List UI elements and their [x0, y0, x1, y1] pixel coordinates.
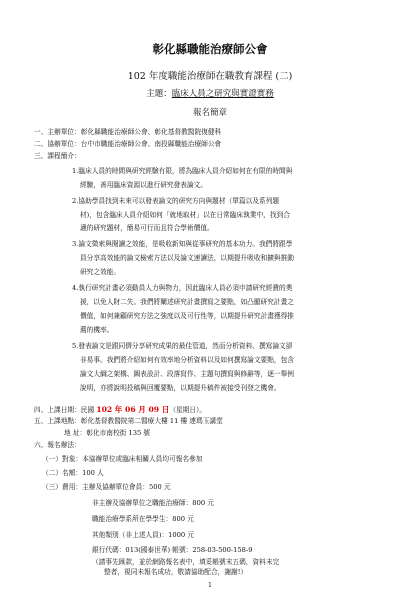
intro-line: 價值，如何兼顧研究方法之強度以及可行性等，以期提升研究計畫獲得推	[80, 312, 294, 320]
fee-line: 職能治療學系所在學學生：800 元	[92, 515, 194, 523]
doc-subtitle: 102 年度職能治療師在職教育課程 (二)	[127, 71, 293, 82]
intro-heading: 三、課程簡介：	[34, 152, 81, 160]
intro-line: 適的研究題材，簡易可行而且符合學術價值。	[80, 224, 214, 232]
intro-line: 5.發表論文是跟同儕分享研究成果的最佳管道，然而分析資料、撰寫論文卻	[72, 342, 293, 350]
intro-line: 薦的機率。	[80, 326, 114, 334]
fee-line: 非主辦及協辦單位之職能治療師：800 元	[92, 499, 214, 507]
intro-line: 材)，包含臨床人員介紹如何「就地取材」以在日常臨床執業中，找到合	[80, 211, 290, 219]
intro-line: 研究之效能。	[80, 268, 121, 276]
intro-line: 3.論文徵索與閱讀之效能，是吸收新知與從事研究的基本功力。我們將跟學	[72, 240, 293, 248]
intro-line: 援，以免人財二失。我們將闡述研究計畫撰寫之要點，如凸顯研究計畫之	[80, 298, 294, 306]
theme-text: 臨床人員之研究與實證實務	[171, 89, 274, 99]
intro-line: 非易事。我們將介紹如何有效率地分析資料以及如何撰寫論文要點，包含	[80, 356, 294, 364]
reg-line: （一）對象：本協辦單位或臨床相關人員均可報名參加	[42, 455, 203, 463]
theme-prefix: 主題：	[146, 89, 172, 99]
fee-line: 其他類別（非上述人員)：1000 元	[92, 531, 195, 539]
reg-line: （三）費用：主辦及協辦單位會員：500 元	[42, 483, 171, 491]
registration-heading: 六、報名辦法：	[34, 441, 81, 449]
co-organizer-line: 二、協辦單位：台中市職能治療師公會、南投縣職能治療師公會	[34, 140, 222, 148]
course-date-line	[34, 404, 206, 416]
intro-line: 4.執行研究計畫必須動員人力與物力，因此臨床人員必須申請研究經費的奧	[72, 284, 293, 292]
organizer-line: 一、主辦單位：彰化縣職能治療師公會、彰化基督教醫院復健科	[34, 128, 222, 136]
reg-line: （二）名額：100 人	[42, 469, 104, 477]
date-prefix: 四、上課日期：民國	[34, 406, 97, 414]
payment-note-line: 整者，視同未報名成功，敬請協助配合，謝謝!）	[104, 568, 248, 576]
doc-theme	[0, 87, 420, 99]
bank-account-line: 銀行代碼：013(國泰世華) 帳號：258-03-500-158-9	[92, 546, 253, 554]
brochure-heading: 報名簡章	[192, 108, 227, 118]
course-date: 102 年 06 月 09 日	[96, 405, 170, 414]
address-line: 地 址：彰化市南校街 135 號	[64, 429, 151, 437]
payment-note-line: （請事先匯款，並於網路報名表中，填妥帳號末五碼，資料未完	[92, 558, 280, 566]
intro-line: 論文大綱之架構、圖表設計、段落寫作、主題句撰寫與修辭等，逐一舉例	[80, 370, 294, 378]
intro-line: 經驗，善用臨床資源以進行研究發表論文。	[80, 181, 208, 189]
page-number: 1	[208, 582, 212, 589]
location-line: 五、上課地點：彰化基督教醫院第二醫療大樓 11 樓 連瑪玉講堂	[34, 417, 223, 425]
doc-title: 彰化縣職能治療師公會	[152, 42, 268, 56]
intro-line: 員分享高效能的論文檢索方法以及論文速讀法，以期提升吸收和擴與推動	[80, 254, 294, 262]
intro-line: 說明，亦將說明投稿與回覆要點，以期提升稿件被接受刊登之機會。	[80, 384, 281, 392]
intro-line: 1.臨床人員的時間與研究經驗有限，將為臨床人員介紹如何在有限的時間與	[72, 167, 293, 175]
intro-line: 2.協助學員找到未來可以發表論文的研究方向與題材（單篇以及系列題	[72, 197, 280, 205]
date-suffix: （星期日）。	[169, 406, 207, 414]
